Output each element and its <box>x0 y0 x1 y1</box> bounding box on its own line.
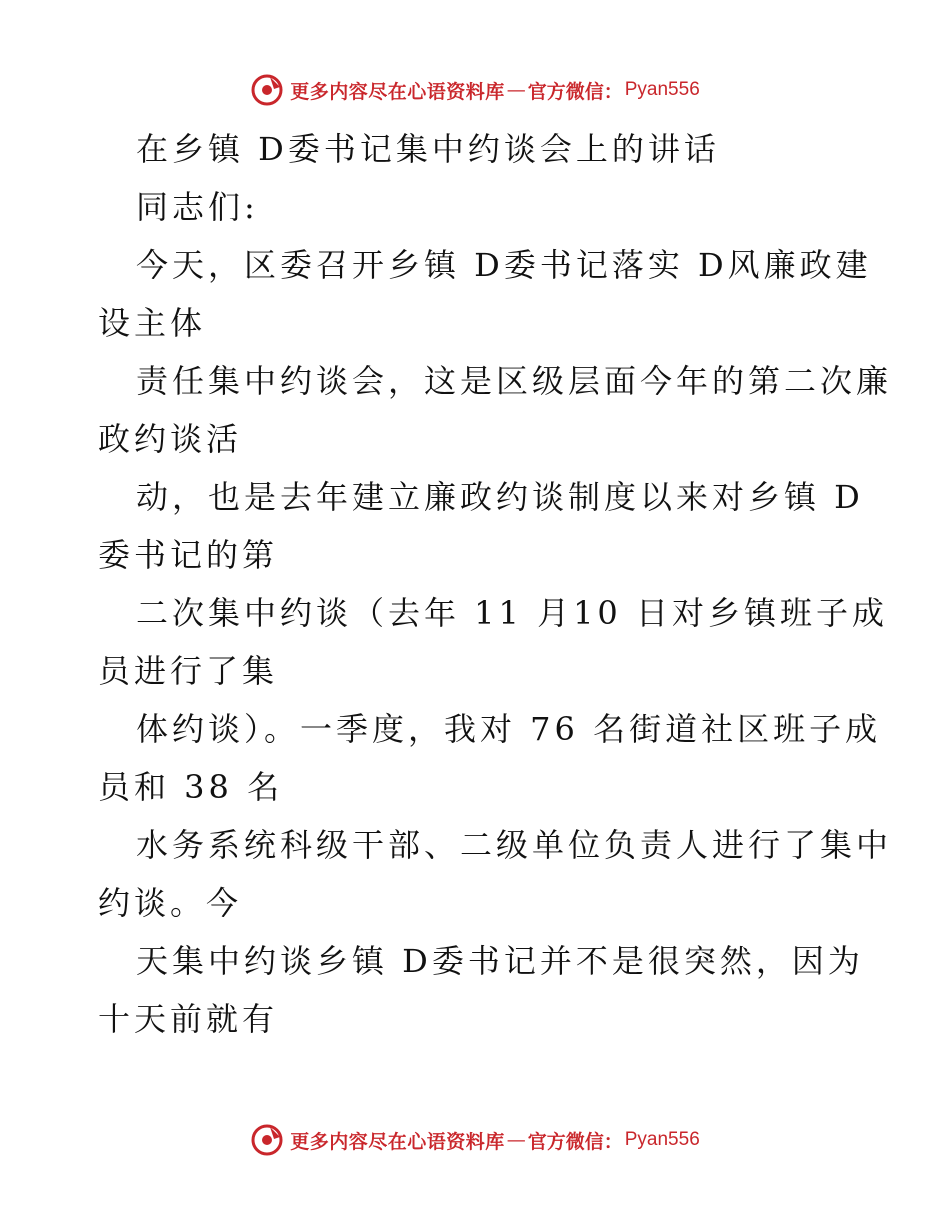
text-line: 责任集中约谈会，这是区级层面今年的第二次廉 <box>136 362 893 400</box>
footer-banner <box>0 1120 950 1160</box>
banner-wechat-label: 官方微信： <box>527 80 623 103</box>
salutation: 同志们: <box>136 188 259 226</box>
text-line: 员和 38 名 <box>98 768 284 806</box>
text-line: 设主体 <box>98 304 207 342</box>
text-line: 员进行了集 <box>98 652 279 690</box>
text-line: 今天，区委召开乡镇 D委书记落实 D风廉政建 <box>136 246 872 284</box>
banner-wechat-label: 官方微信： <box>527 1130 623 1153</box>
paragraph-lines <box>98 236 893 1048</box>
text-line: 水务系统科级干部、二级单位负责人进行了集中 <box>136 826 893 864</box>
document-body <box>98 120 893 1048</box>
brand-logo-icon <box>250 1123 284 1157</box>
banner-wechat-id: Pyan556 <box>624 1129 700 1150</box>
banner-separator: — <box>506 79 526 101</box>
brand-logo-icon <box>250 73 284 107</box>
text-line: 二次集中约谈（去年 11 月10 日对乡镇班子成 <box>136 594 888 632</box>
header-banner <box>0 70 950 110</box>
text-line: 约谈。今 <box>98 884 243 922</box>
text-line: 十天前就有 <box>98 1000 279 1038</box>
banner-site-text: 更多内容尽在心语资料库 <box>290 1130 505 1153</box>
banner-wechat-id: Pyan556 <box>624 79 700 100</box>
text-line: 天集中约谈乡镇 D委书记并不是很突然，因为 <box>136 942 864 980</box>
document-title: 在乡镇 D委书记集中约谈会上的讲话 <box>136 130 720 168</box>
text-line: 动，也是去年建立廉政约谈制度以来对乡镇 D <box>136 478 864 516</box>
text-line: 政约谈活 <box>98 420 243 458</box>
text-line: 体约谈）。一季度，我对 76 名街道社区班子成 <box>136 710 882 748</box>
banner-separator: — <box>506 1129 526 1151</box>
banner-site-text: 更多内容尽在心语资料库 <box>290 80 505 103</box>
text-line: 委书记的第 <box>98 536 279 574</box>
